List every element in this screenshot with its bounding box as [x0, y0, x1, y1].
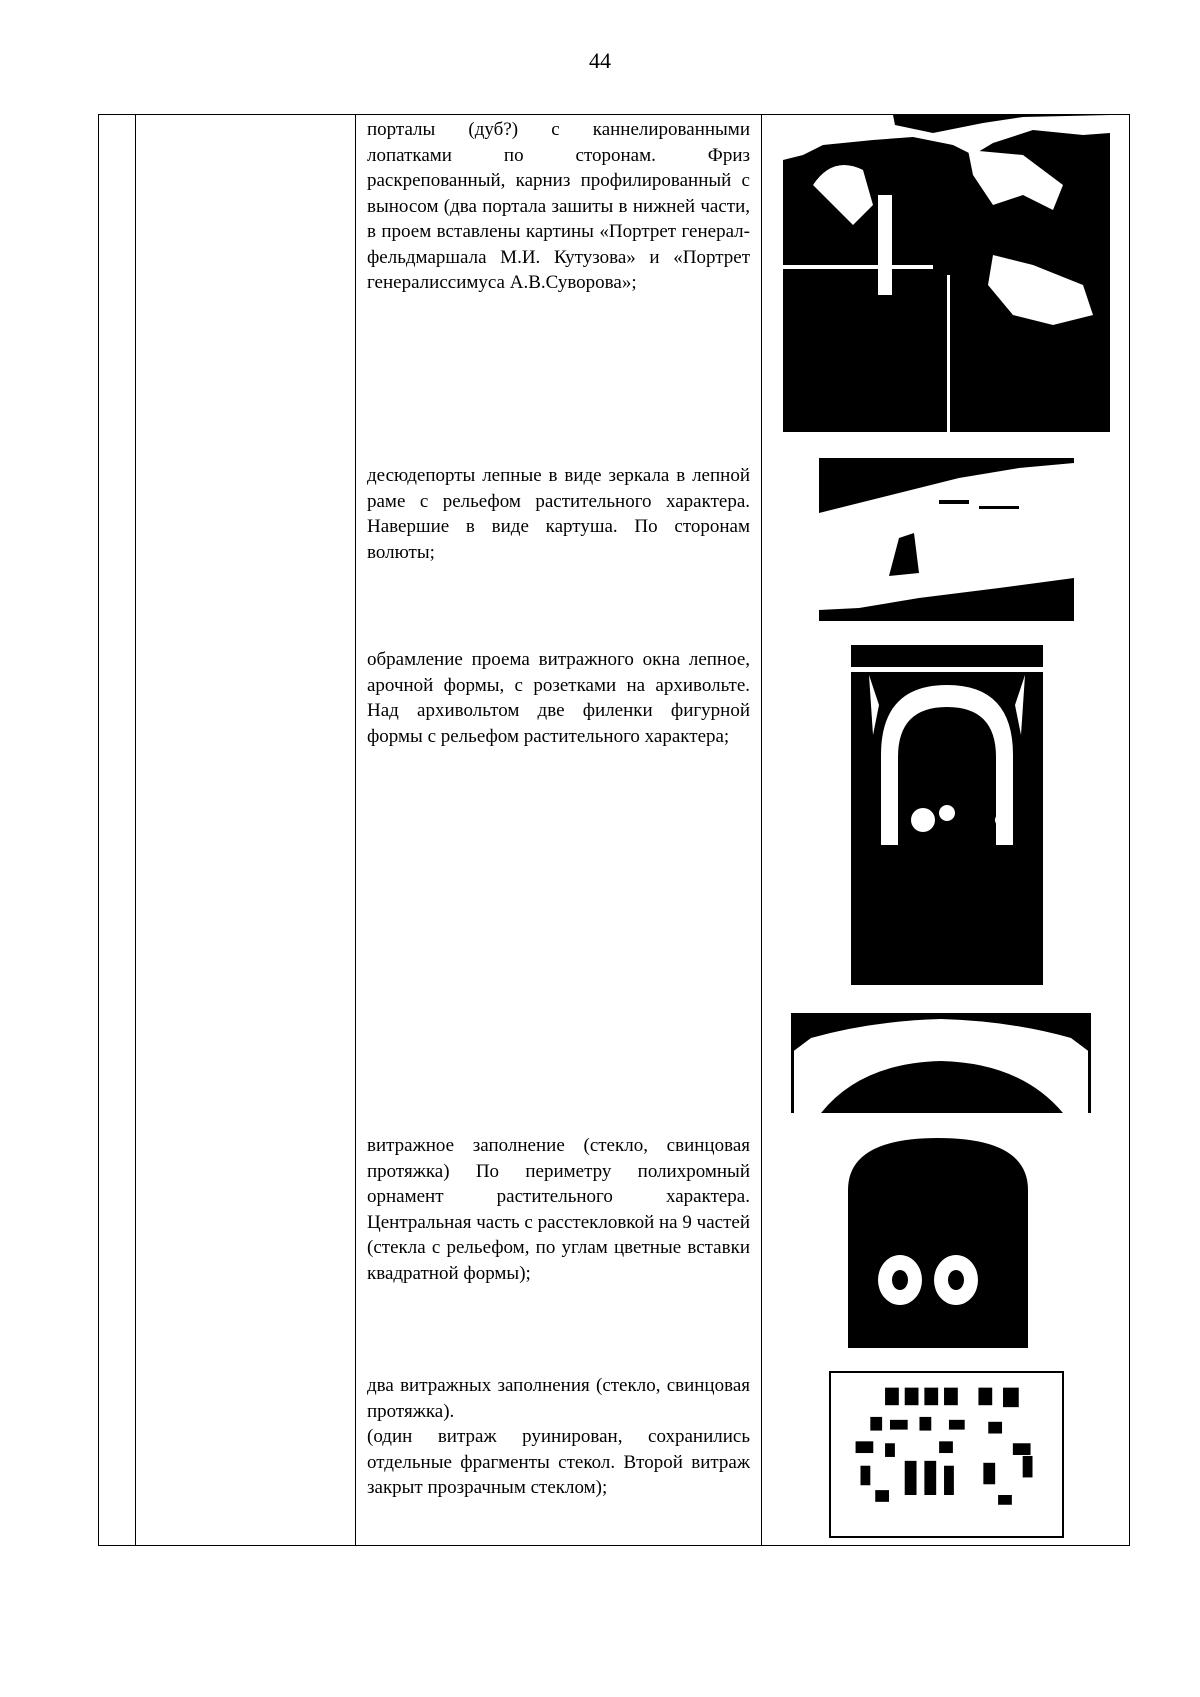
entry-portals — [367, 117, 750, 296]
column-divider — [761, 115, 762, 1545]
entry-text: витражное заполнение (стекло, свинцовая протяжка) По периметру полихромный орнамент растительного характера. Центральная часть с расстекловкой на 9 частей (стекла с рельефом, по углам цветные вставки квадратной формы); — [367, 1135, 750, 1284]
entry-text: два витражных заполнения (стекло, свинцовая протяжка). — [367, 1375, 750, 1422]
entry-window-frame — [367, 647, 750, 749]
column-divider — [355, 115, 356, 1545]
page-number: 44 — [589, 48, 611, 73]
entry-two-windows — [367, 1373, 750, 1501]
entry-text: десюдепорты лепные в виде зеркала в лепной раме с рельефом растительного характера. Навершие в виде картуша. По сторонам волюты; — [367, 465, 750, 563]
entry-note: (один витраж руинирован, сохранились отдельные фрагменты стекол. Второй витраж закрыт прозрачным стеклом); — [367, 1426, 750, 1498]
photo-portals — [783, 115, 1110, 432]
column-divider — [135, 115, 136, 1545]
photo-archivolt-detail — [791, 1013, 1091, 1113]
entry-stained-glass — [367, 1133, 750, 1286]
entry-text: порталы (дуб?) с каннелированными лопатками по сторонам. Фриз раскрепованный, карниз профилированный с выносом (два портала зашиты в нижней части, в проем вставлены картины «Портрет генерал-фельдмаршала М.И. Кутузова» и «Портрет генералиссимуса А.В.Суворова»; — [367, 119, 750, 293]
entry-overdoors — [367, 463, 750, 565]
photo-two-windows — [829, 1371, 1064, 1538]
entry-text: обрамление проема витражного окна лепное, арочной формы, с розетками на архивольте. Над архивольтом две филенки фигурной формы с рельефом растительного характера; — [367, 649, 750, 747]
inventory-table — [98, 114, 1130, 1546]
photo-stained-glass — [840, 1130, 1036, 1348]
photo-overdoors — [819, 458, 1074, 621]
photo-window-frame — [851, 645, 1043, 985]
